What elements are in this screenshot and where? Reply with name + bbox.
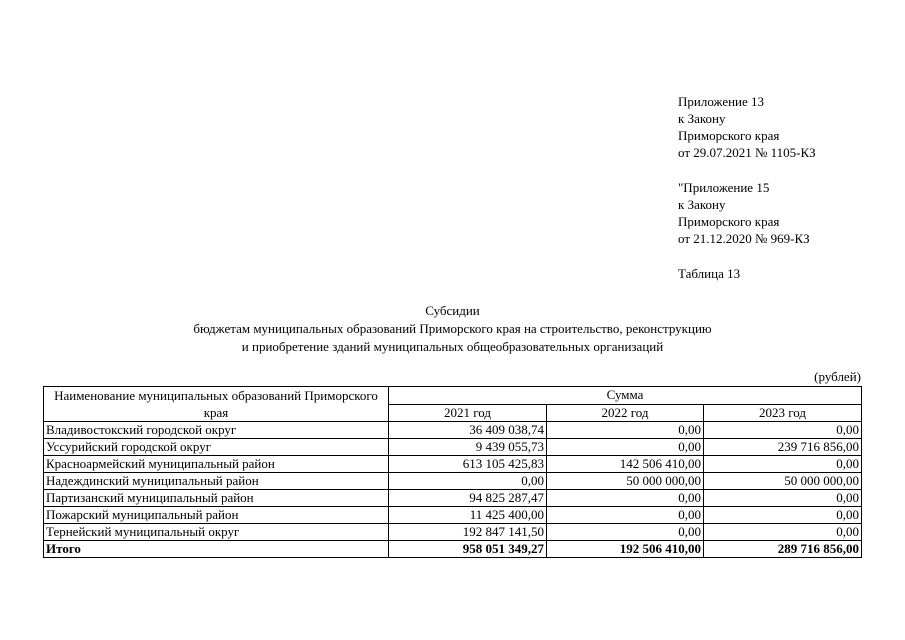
title-line1: Субсидии	[425, 303, 480, 318]
appendix-current-line4: от 29.07.2021 № 1105-КЗ	[678, 145, 816, 160]
subsidies-table	[43, 386, 862, 558]
row-name: Партизанский муниципальный район	[44, 490, 389, 507]
table-row	[44, 473, 862, 490]
row-name: Пожарский муниципальный район	[44, 507, 389, 524]
header-name: Наименование муниципальных образований Приморского края	[44, 387, 389, 422]
title-line2: бюджетам муниципальных образований Приморского края на строительство, реконструкцию	[193, 321, 712, 336]
title-line3: и приобретение зданий муниципальных общеобразовательных организаций	[241, 339, 664, 354]
row-value-2021: 192 847 141,50	[389, 524, 547, 541]
header-sum: Сумма	[389, 387, 862, 405]
row-value-2022: 142 506 410,00	[547, 456, 704, 473]
row-value-2023: 239 716 856,00	[704, 439, 862, 456]
row-value-2021: 0,00	[389, 473, 547, 490]
row-value-2022: 0,00	[547, 507, 704, 524]
total-value-2022: 192 506 410,00	[547, 541, 704, 558]
row-value-2022: 0,00	[547, 490, 704, 507]
appendix-original-line2: к Закону	[678, 197, 726, 212]
table-row	[44, 490, 862, 507]
row-value-2023: 50 000 000,00	[704, 473, 862, 490]
row-value-2021: 613 105 425,83	[389, 456, 547, 473]
total-value-2023: 289 716 856,00	[704, 541, 862, 558]
row-name: Тернейский муниципальный округ	[44, 524, 389, 541]
total-row	[44, 541, 862, 558]
units-label: (рублей)	[814, 369, 861, 384]
table-row	[44, 524, 862, 541]
row-name: Владивостокский городской округ	[44, 422, 389, 439]
row-name: Уссурийский городской округ	[44, 439, 389, 456]
table-row	[44, 439, 862, 456]
row-value-2023: 0,00	[704, 422, 862, 439]
appendix-original-line1: "Приложение 15	[678, 180, 770, 195]
appendix-original-line4: от 21.12.2020 № 969-КЗ	[678, 231, 810, 246]
row-value-2021: 94 825 287,47	[389, 490, 547, 507]
row-value-2023: 0,00	[704, 490, 862, 507]
row-name: Красноармейский муниципальный район	[44, 456, 389, 473]
total-value-2021: 958 051 349,27	[389, 541, 547, 558]
row-value-2021: 9 439 055,73	[389, 439, 547, 456]
appendix-current-line3: Приморского края	[678, 128, 780, 143]
row-value-2022: 50 000 000,00	[547, 473, 704, 490]
header-year-2021: 2021 год	[389, 404, 547, 422]
appendix-original-block	[678, 179, 810, 247]
header-year-2022: 2022 год	[547, 404, 704, 422]
row-value-2023: 0,00	[704, 507, 862, 524]
row-value-2022: 0,00	[547, 422, 704, 439]
total-label: Итого	[44, 541, 389, 558]
document-title	[0, 302, 905, 356]
table-row	[44, 456, 862, 473]
header-row-top	[44, 387, 862, 405]
header-year-2023: 2023 год	[704, 404, 862, 422]
row-value-2022: 0,00	[547, 524, 704, 541]
row-value-2023: 0,00	[704, 456, 862, 473]
table-row	[44, 422, 862, 439]
row-value-2023: 0,00	[704, 524, 862, 541]
row-name: Надеждинский муниципальный район	[44, 473, 389, 490]
table-number: Таблица 13	[678, 266, 741, 281]
row-value-2021: 11 425 400,00	[389, 507, 547, 524]
appendix-original-line3: Приморского края	[678, 214, 780, 229]
appendix-current-line2: к Закону	[678, 111, 726, 126]
appendix-current-line1: Приложение 13	[678, 94, 765, 109]
appendix-current-block	[678, 93, 816, 161]
table-row	[44, 507, 862, 524]
row-value-2022: 0,00	[547, 439, 704, 456]
row-value-2021: 36 409 038,74	[389, 422, 547, 439]
